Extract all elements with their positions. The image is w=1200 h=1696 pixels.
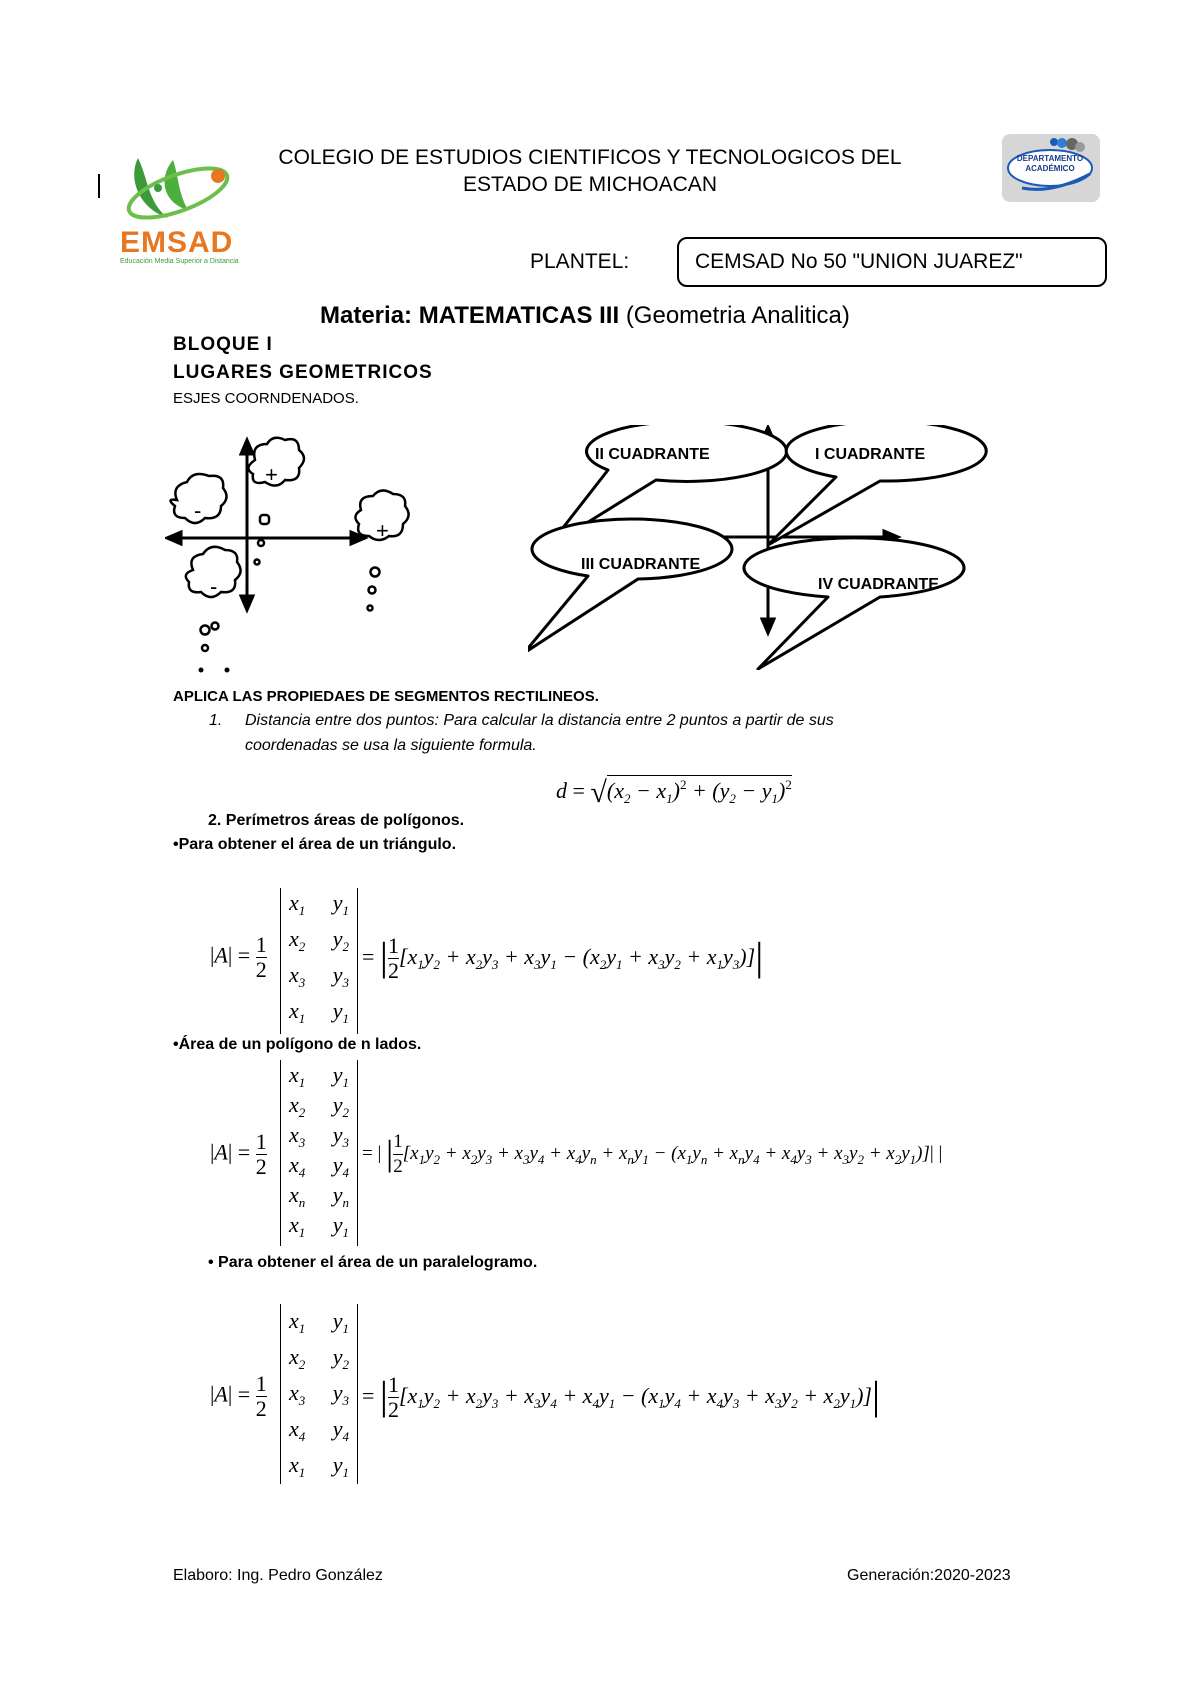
lugares-heading: LUGARES GEOMETRICOS <box>173 362 433 383</box>
one-half-fraction: $\frac{1}{2}$ <box>255 932 267 982</box>
subject-label: Materia: <box>320 302 413 329</box>
triangle-heading: •Para obtener el área de un triángulo. <box>173 836 457 853</box>
emsad-logo-text: EMSAD <box>120 226 234 259</box>
cloud-label-bottom-minus: - <box>210 574 218 599</box>
plantel-value: CEMSAD No 50 "UNION JUAREZ" <box>677 237 1107 287</box>
quadrant-2-label: II CUADRANTE <box>595 446 710 463</box>
subject-detail: (Geometria Analitica) <box>625 302 850 329</box>
item2-heading: 2. Perímetros áreas de polígonos. <box>208 812 465 829</box>
polygon-determinant: $x_1$ $y_1$ $x_2$ $y_2$ $x_3$ $y_3$ $x_4$ $y_4$ $x_n$ $y_n$ $x_1$ $y_1$ <box>280 1060 358 1246</box>
emsad-logo <box>118 148 248 266</box>
parallelogram-determinant: $x_1$ $y_1$ $x_2$ $y_2$ $x_3$ $y_3$ $x_4$ $y_4$ $x_1$ $y_1$ <box>280 1304 358 1484</box>
bloque-heading: BLOQUE I <box>173 334 273 355</box>
school-name-line2: ESTADO DE MICHOACAN <box>463 173 717 196</box>
triangle-area-rhs: = | $\frac{1}{2}$ $[x_1y_2 + x_2y_3 + x_3y_1 - (x_2y_1 + x_3y_2 + x_1y_3)]|$ <box>362 933 764 984</box>
departamento-logo <box>1002 134 1100 202</box>
footer-generation: Generación:2020-2023 <box>847 1567 1011 1584</box>
plantel-label: PLANTEL: <box>530 250 630 273</box>
cloud-label-top-plus: + <box>265 462 278 487</box>
distance-formula: $d = √(x_2 - x_1)^2 + (y_2 - y_1)^2$ <box>556 776 792 809</box>
axes-sign-diagram <box>165 430 435 680</box>
polygon-heading: •Área de un polígono de n lados. <box>173 1036 422 1053</box>
quadrant-1-label: I CUADRANTE <box>815 446 926 463</box>
parallelogram-area-lhs: |A| = $\frac{1}{2}$ <box>210 1371 267 1421</box>
polygon-area-lhs: |A| = $\frac{1}{2}$ <box>210 1129 267 1179</box>
triangle-determinant: $x_1$ $y_1$ $x_2$ $y_2$ $x_3$ $y_3$ $x_1$ $y_1$ <box>280 888 358 1034</box>
cloud-label-right-plus: + <box>376 518 389 543</box>
emsad-logo-tagline: Educación Media Superior a Distancia <box>120 258 239 265</box>
text-cursor <box>98 174 100 198</box>
item1-text-line2: coordenadas se usa la siguiente formula. <box>245 737 537 754</box>
item1-text-line1: Distancia entre dos puntos: Para calcular la distancia entre 2 puntos a partir de sus <box>245 712 834 729</box>
aplica-heading: APLICA LAS PROPIEDAES DE SEGMENTOS RECTILINEOS. <box>173 688 599 705</box>
ejes-heading: ESJES COORNDENADOS. <box>173 390 359 407</box>
item1-number: 1. <box>209 712 223 729</box>
subject-title <box>320 302 850 330</box>
departamento-logo-text: DEPARTAMENTO ACADÉMICO <box>1016 154 1084 173</box>
school-name <box>230 144 950 198</box>
parallelogram-area-rhs: = | $\frac{1}{2}$ $[x_1y_2 + x_2y_3 + x_3y_4 + x_4y_1 - (x_1y_4 + x_4y_3 + x_3y_2 + x_2y_1)]|$ <box>362 1372 880 1423</box>
quadrant-3-label: III CUADRANTE <box>581 556 701 573</box>
polygon-area-rhs: = | | $\frac{1}{2}$ $[x_1y_2 + x_2y_3 + x_3y_4 + x_4y_n + x_ny_1 - (x_1y_n + x_ny_4 + x_4y_3 + x_3y_2 + x_2y_1)]|$ | <box>362 1131 943 1177</box>
triangle-area-lhs: |A| = $\frac{1}{2}$ <box>210 932 267 982</box>
cloud-label-left-minus: - <box>194 498 202 523</box>
parallelogram-heading: • Para obtener el área de un paralelogramo. <box>208 1254 538 1271</box>
footer-author: Elaboro: Ing. Pedro González <box>173 1567 383 1584</box>
quadrant-4-label: IV CUADRANTE <box>818 576 939 593</box>
subject-name: MATEMATICAS III <box>418 302 620 329</box>
school-name-line1: COLEGIO DE ESTUDIOS CIENTIFICOS Y TECNOLOGICOS DEL <box>278 146 902 169</box>
